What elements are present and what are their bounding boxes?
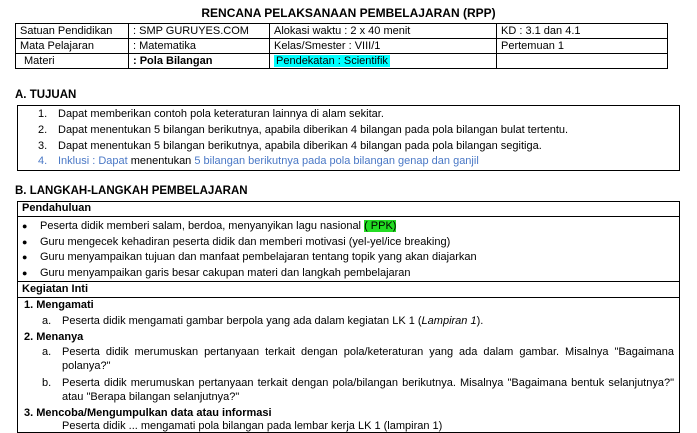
list-marker: a. [42,346,52,358]
header-value: : SMP GURUYES.COM [129,24,270,39]
section-heading: A. TUJUAN [15,89,77,101]
inti-label: Kegiatan Inti [22,283,89,295]
list-item: polanya?" [62,360,111,372]
header-label: Satuan Pendidikan [16,24,129,39]
header-table [15,23,668,69]
header-label: Kelas/Smester : VIII/1 [270,39,497,54]
header-label: Mata Pelajaran [16,39,129,54]
list-item: atau "Berapa bilangan selanjutnya?" [62,391,240,403]
step-title: 2. Menanya [24,331,84,343]
header-value: Pertemuan 1 [497,39,668,54]
step-title: 3. Mencoba/Mengumpulkan data atau informasi [24,407,272,419]
pendahuluan-label: Pendahuluan [22,202,92,214]
section-heading: B. LANGKAH-LANGKAH PEMBELAJARAN [15,185,248,197]
header-value: KD : 3.1 dan 4.1 [497,24,668,39]
divider [17,281,679,282]
step-title: 1. Mengamati [24,299,94,311]
list-item: Peserta didik merumuskan pertanyaan terkait dengan pola/keteraturan yang ada dalam gambar. Misalnya "Bagaimana [62,346,674,358]
list-item: ● Guru menyampaikan tujuan dan manfaat pembelajaran tentang topik yang akan diajarkan [22,251,477,263]
list-item: ● Peserta didik memberi salam, berdoa, menyanyikan lagu nasional ( PPK) [22,220,397,232]
list-item: 2. Dapat menentukan 5 bilangan berikutnya, apabila diberikan 4 bilangan pada pola bilangan bulat tertentu. [38,124,569,136]
header-label: Materi [16,54,129,69]
divider [17,297,679,298]
header-value [497,54,668,69]
header-label: Pendekatan : Scientifik [270,54,497,69]
list-item: a. Peserta didik mengamati gambar berpola yang ada dalam kegiatan LK 1 (Lampiran 1). [42,315,484,327]
list-item: Peserta didik merumuskan pertanyaan terkait dengan pola/bilangan berikutnya. Misalnya "Bagaimana bentuk selanjutnya?" [62,377,674,389]
header-label: Alokasi waktu : 2 x 40 menit [270,24,497,39]
header-value: : Matematika [129,39,270,54]
header-value: : Pola Bilangan [129,54,270,69]
list-item: 3. Dapat menentukan 5 bilangan berikutnya, apabila diberikan 4 bilangan pada pola bilangan segitiga. [38,140,542,152]
divider [17,216,679,217]
page-title: RENCANA PELAKSANAAN PEMBELAJARAN (RPP) [201,6,496,20]
list-item: 4. Inklusi : Dapat menentukan 5 bilangan berikutnya pada pola bilangan genap dan ganjil [38,155,479,167]
list-item: ● Guru menyampaikan garis besar cakupan materi dan langkah pembelajaran [22,267,411,279]
list-marker: b. [42,377,52,389]
list-item: ● Guru mengecek kehadiran peserta didik dan memberi motivasi (yel-yel/ice breaking) [22,236,451,248]
ppk-badge: ( PPK) [364,220,397,232]
list-item-cutoff: Peserta didik ... mengamati pola bilangan pada lembar kerja LK 1 (lampiran 1) [62,420,443,432]
list-item: 1. Dapat memberikan contoh pola keteraturan lainnya di alam sekitar. [38,108,384,120]
